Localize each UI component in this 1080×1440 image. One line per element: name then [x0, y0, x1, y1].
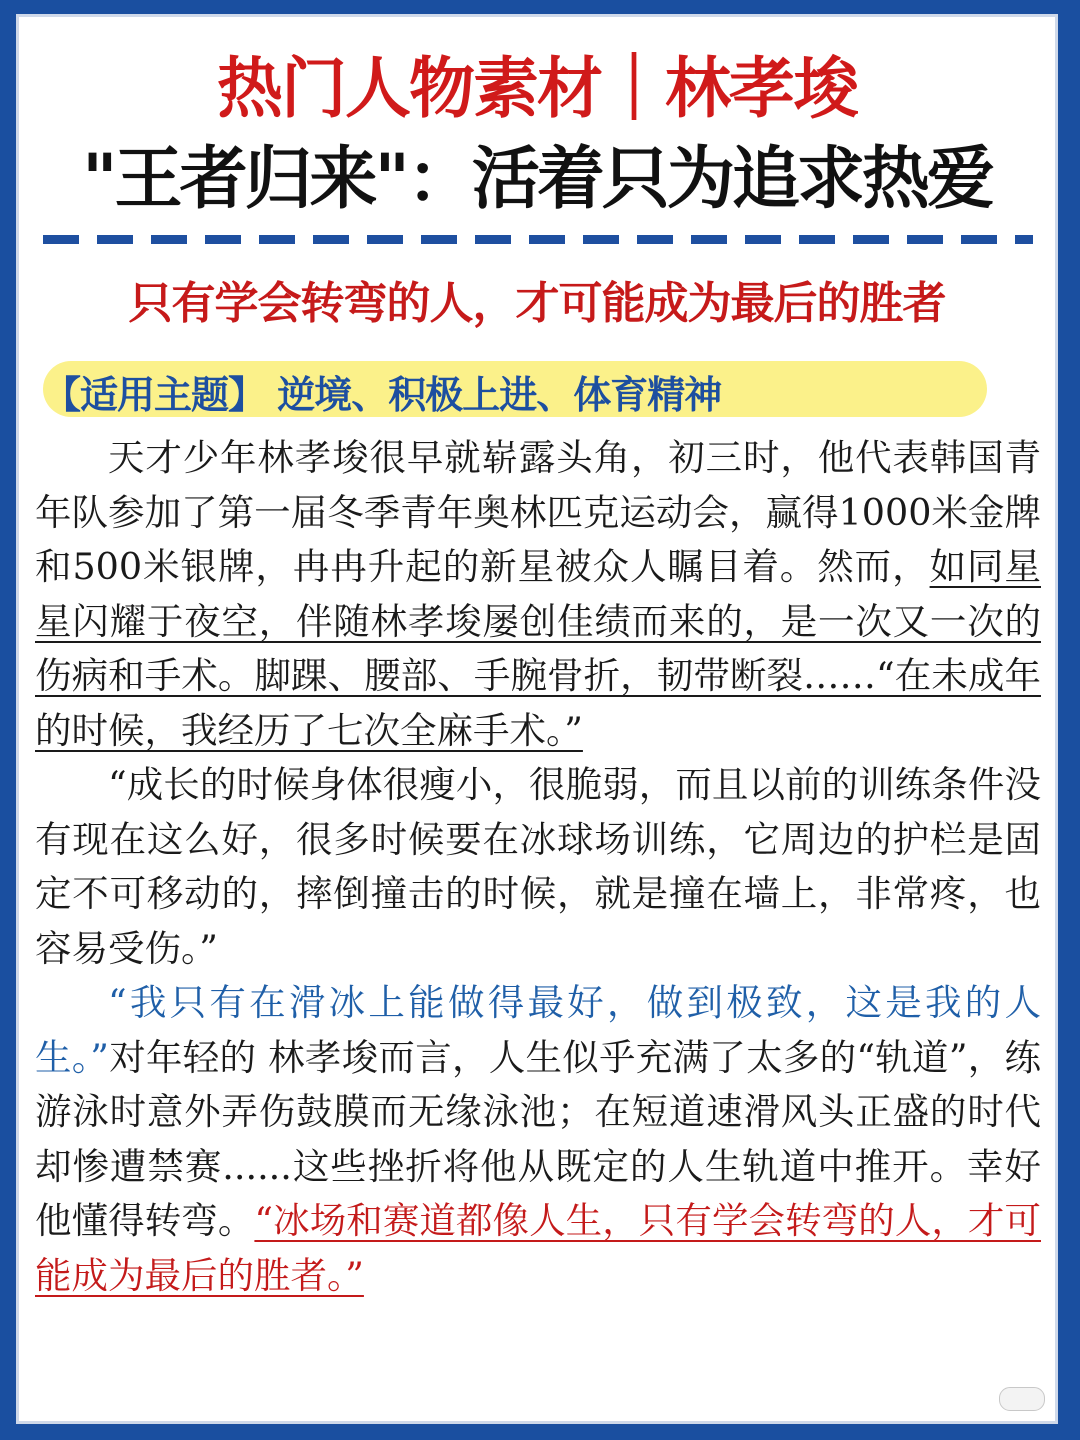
- page-headline: "王者归来"：活着只为追求热爱: [82, 140, 992, 219]
- page-frame: [16, 14, 1058, 1424]
- red-quote: “冰场和赛道都像人生，只有学会转弯的人，才可能成为最后的胜者。”: [35, 1199, 1041, 1297]
- paragraph-1-underlined: 如同星星闪耀于夜空，伴随林孝埈屡创佳绩而来的，是一次又一次的伤病和手术。脚踝、腰部、手腕骨折，韧带断裂……“在未成年的时候，我经历了七次全麻手术。”: [35, 545, 1041, 752]
- page-title: 热门人物素材｜林孝埈: [217, 50, 857, 127]
- blue-quote: “我只有在滑冰上能做得最好，做到极致，这是我的人生。”: [35, 981, 1041, 1079]
- paragraph-3: [35, 976, 1041, 1303]
- article-body: [35, 431, 1041, 1303]
- watermark-badge: [999, 1387, 1045, 1411]
- paragraph-3-text: 对年轻的 林孝埈而言，人生似乎充满了太多的“轨道”，练游泳时意外弄伤鼓膜而无缘泳池；在短道速滑风头正盛的时代却惨遭禁赛......这些挫折将他从既定的人生轨道中推开。幸好他懂得转弯。: [35, 1035, 1042, 1242]
- paragraph-2: “成长的时候身体很瘦小，很脆弱，而且以前的训练条件没有现在这么好，很多时候要在冰球场训练，它周边的护栏是固定不可移动的，摔倒撞击的时候，就是撞在墙上，非常疼，也容易受伤。”: [35, 763, 1041, 970]
- paragraph-1: [35, 431, 1041, 758]
- dashed-divider: [43, 235, 1033, 244]
- subtitle: 只有学会转弯的人，才可能成为最后的胜者: [128, 278, 946, 329]
- paragraph-1-text: 天才少年林孝埈很早就崭露头角，初三时，他代表韩国青年队参加了第一届冬季青年奥林匹克运动会，赢得1000米金牌和500米银牌，冉冉升起的新星被众人瞩目着。然而，: [35, 436, 1041, 588]
- theme-label: 【适用主题】 逆境、积极上进、体育精神: [43, 372, 722, 417]
